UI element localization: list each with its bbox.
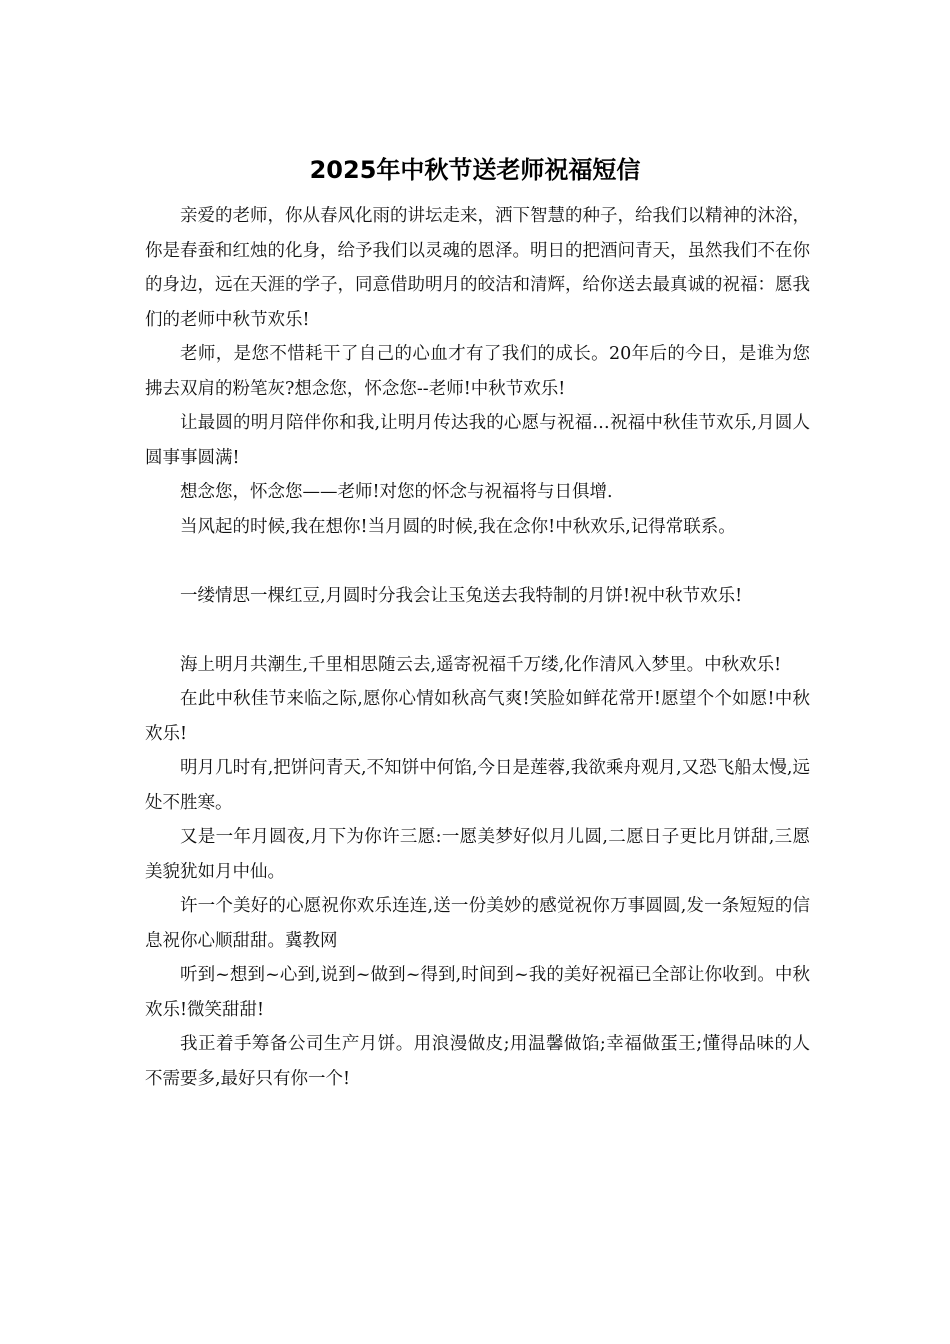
paragraph: 老师，是您不惜耗干了自己的心血才有了我们的成长。20年后的今日，是谁为您拂去双肩的粉笔灰?想念您，怀念您--老师!中秋节欢乐! [145,344,810,399]
paragraph: 明月几时有,把饼问青天,不知饼中何馅,今日是莲蓉,我欲乘舟观月,又恐飞船太慢,远处不胜寒。 [145,758,810,813]
paragraph: 亲爱的老师，你从春风化雨的讲坛走来，洒下智慧的种子，给我们以精神的沐浴，你是春蚕和红烛的化身，给予我们以灵魂的恩泽。明日的把酒问青天，虽然我们不在你的身边，远在天涯的学子，同意借助明月的皎洁和清辉，给你送去最真诚的祝福：愿我们的老师中秋节欢乐! [145,206,810,330]
paragraph: 海上明月共潮生,千里相思随云去,遥寄祝福千万缕,化作清风入梦里。中秋欢乐! [180,654,782,675]
paragraph: 想念您，怀念您——老师!对您的怀念与祝福将与日俱增. [180,482,613,502]
paragraph: 在此中秋佳节来临之际,愿你心情如秋高气爽!笑脸如鲜花常开!愿望个个如愿!中秋欢乐! [145,689,810,744]
paragraph: 我正着手筹备公司生产月饼。用浪漫做皮;用温馨做馅;幸福做蛋王;懂得品味的人不需要多,最好只有你一个! [145,1034,810,1089]
paragraph: 许一个美好的心愿祝你欢乐连连,送一份美妙的感觉祝你万事圆圆,发一条短短的信息祝你心顺甜甜。冀教网 [145,896,810,951]
document-title: 2025年中秋节送老师祝福短信 [309,156,641,184]
paragraph: 听到~想到~心到,说到~做到~得到,时间到~我的美好祝福已全部让你收到。中秋欢乐!微笑甜甜! [145,965,810,1020]
paragraph: 一缕情思一棵红豆,月圆时分我会让玉兔送去我特制的月饼!祝中秋节欢乐! [180,585,743,606]
paragraph: 让最圆的明月陪伴你和我,让明月传达我的心愿与祝福…祝福中秋佳节欢乐,月圆人圆事事圆满! [145,413,810,468]
paragraph: 又是一年月圆夜,月下为你许三愿:一愿美梦好似月儿圆,二愿日子更比月饼甜,三愿美貌犹如月中仙。 [145,827,810,882]
paragraph: 当风起的时候,我在想你!当月圆的时候,我在念你!中秋欢乐,记得常联系。 [180,516,736,537]
document-body [145,199,810,1096]
